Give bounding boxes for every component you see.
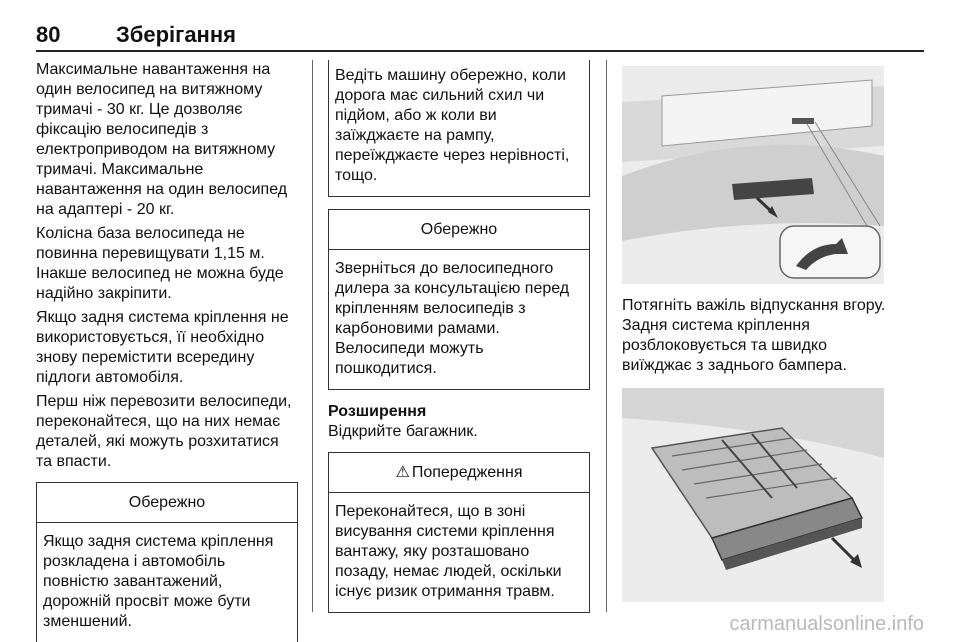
paragraph: Максимальне навантаження на один велосипед на витяжному тримачі - 30 кг. Це дозволяє фіксацію велосипедів з електроприводом на витяжному тримачі. Максимальне навантаження на один велосипед на адаптері - 20 кг. [36,61,288,218]
paragraph: Якщо задня система кріплення не використовується, її необхідно знову перемістити всередину підлоги автомобіля. [36,309,289,386]
warning-triangle-icon: ⚠ [395,464,410,481]
chapter-title: Зберігання [116,22,236,47]
caution-box-body: Ведіть машину обережно, коли дорога має сильний схил чи підйом, або ж коли ви заїжджаєте на рампу, переїжджаєте через нерівності, тощо. [335,67,570,184]
figure-caption: Потягніть важіль відпускання вгору. Задня система кріплення розблоковується та швидко виїжджає з заднього бампера. [622,297,886,374]
car-rear-bumper-illustration [622,66,884,284]
caution-box [328,209,590,390]
warning-box-title [329,453,589,493]
caution-box-body: Якщо задня система кріплення розкладена і автомобіль повністю завантажений, дорожній просвіт може бути зменшений. [43,533,274,630]
column-1 [36,60,298,642]
watermark: carmanualsonline.info [729,613,924,635]
warning-box-title-text: Попередження [411,464,523,481]
column-divider [606,60,607,612]
caution-box-body: Зверніться до велосипедного дилера за консультацією перед кріпленням велосипедів з карбоновими рамами. Велосипеди можуть пошкодитися. [335,260,570,377]
rear-carrier-extended-illustration [622,388,884,602]
section-title: Розширення [328,403,427,420]
bike-carrier-illustration [622,388,884,602]
caution-box-title: Обережно [329,210,589,250]
column-2 [328,60,590,613]
paragraph: Колісна база велосипеда не повинна перевищувати 1,15 м. Інакше велосипед не можна буде надійно закріпити. [36,225,284,302]
section-text: Відкрийте багажник. [328,423,478,440]
column-3 [622,60,886,602]
caution-box-continued [328,60,590,197]
page-number: 80 [36,22,61,47]
caution-box [36,482,298,642]
paragraph: Перш ніж перевозити велосипеди, переконайтеся, що на них немає деталей, які можуть розхитатися та впасти. [36,393,292,470]
release-lever-illustration [622,66,884,284]
page-header [36,8,924,52]
warning-box-body: Переконайтеся, що в зоні висування системи кріплення вантажу, яку розташовано позаду, немає людей, оскільки існує ризик отримання травм. [335,503,562,600]
caution-box-title: Обережно [37,483,297,523]
column-divider [312,60,313,612]
warning-box [328,452,590,613]
